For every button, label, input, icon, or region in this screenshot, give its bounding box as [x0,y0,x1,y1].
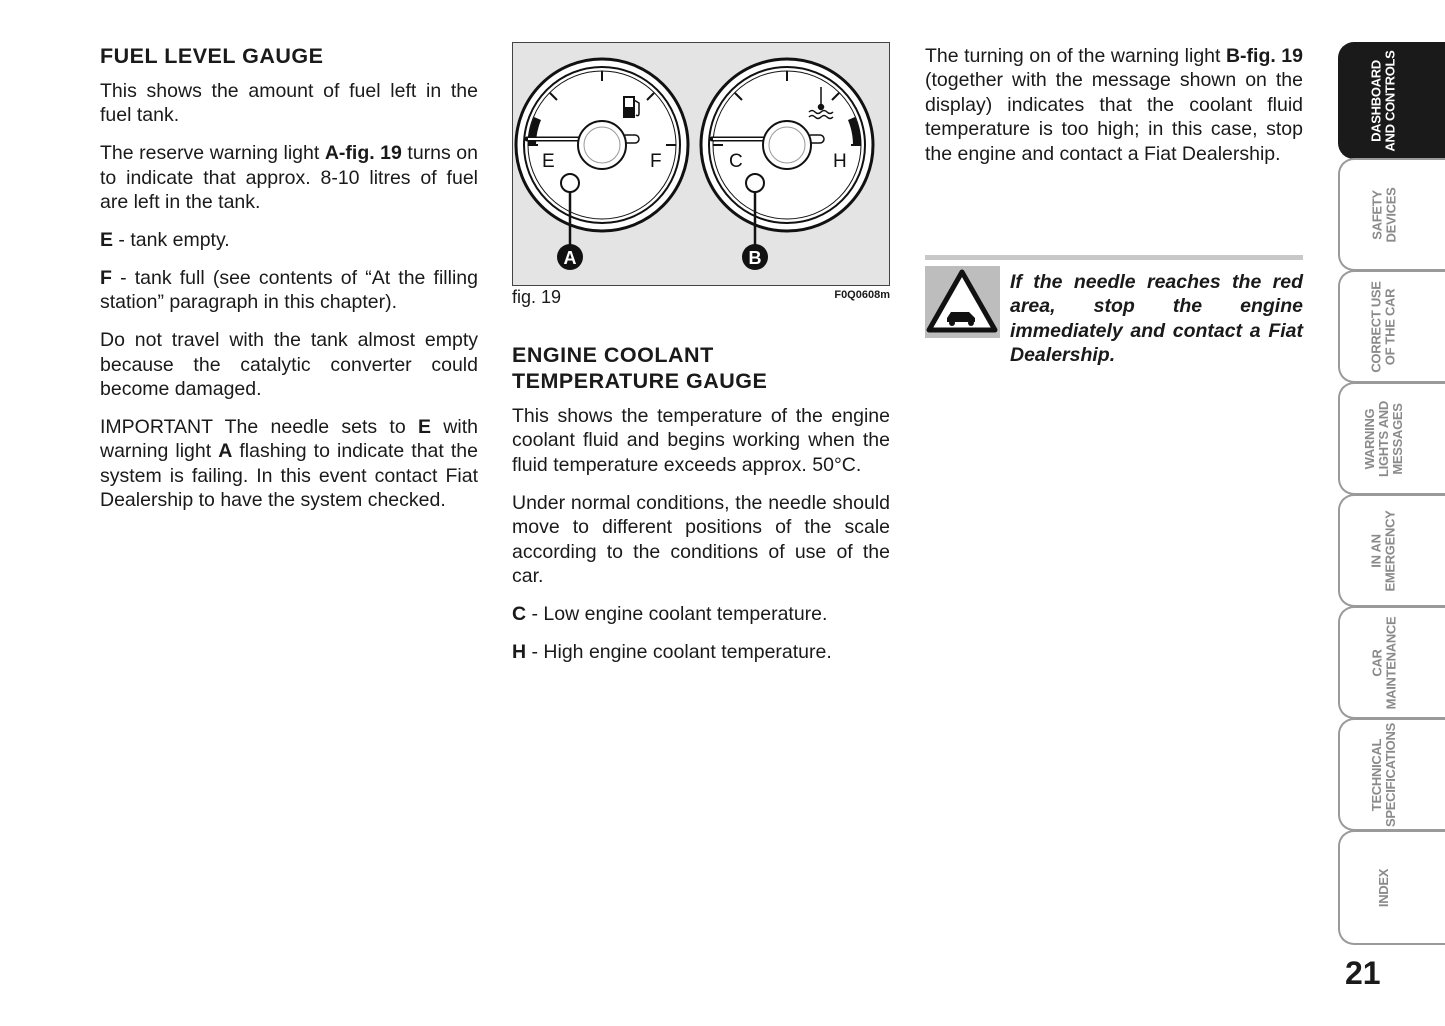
figure-reference: A-fig. 19 [324,142,402,165]
term: H [512,640,527,663]
callout-b: B [748,248,762,268]
temp-cold-label: C [729,151,743,172]
tab-label: INDEX [1375,868,1391,907]
temp-hot-label: H [833,151,847,172]
callout-a: A [563,248,577,268]
tab-in-an-emergency[interactable] [1338,494,1445,607]
tab-index[interactable] [1338,830,1445,945]
tab-label: CAR MAINTENANCE [1369,616,1399,709]
fuel-full-label: F [650,151,662,172]
tab-label: WARNING LIGHTS AND MESSAGES [1362,400,1405,477]
paragraph [512,491,890,589]
paragraph [100,266,478,315]
tab-correct-use[interactable] [1338,270,1445,383]
paragraph [100,79,478,128]
coolant-gauge-heading: ENGINE COOLANT TEMPERATURE GAUGE [512,343,768,393]
tab-car-maintenance[interactable] [1338,606,1445,719]
text: - High engine coolant temperature. [526,640,832,663]
tab-warning-lights[interactable] [1338,382,1445,495]
paragraph [100,228,478,252]
fuel-gauge-heading: FUEL LEVEL GAUGE [100,44,324,68]
paragraph [100,141,478,214]
tab-technical-specifications[interactable] [1338,718,1445,831]
text: flashing to indicate that the system is failing. In this event contact Fiat Dealership to have the system checked. [100,440,478,512]
fuel-gauge [516,59,688,270]
text: - tank full (see contents of “At the filling station” paragraph in this chapter). [100,266,478,314]
gauges-figure [512,42,890,286]
warning-text: If the needle reaches the red area, stop the engine immediately and contact a Fiat Dealership. [1010,271,1303,367]
paragraph [100,328,478,401]
gauges-illustration [513,43,889,285]
fuel-warning-light [561,174,579,192]
temperature-gauge [701,59,873,270]
figure-caption: fig. 19 [512,287,562,307]
term: F [100,266,112,289]
right-column [925,44,1303,180]
tab-label: IN AN EMERGENCY [1369,509,1398,592]
paragraph [512,602,890,626]
text: IMPORTANT The needle sets to [100,415,418,438]
middle-column [512,342,890,678]
tab-label: SAFETY DEVICES [1368,187,1398,242]
text: This shows the temperature of the engine coolant fluid and begins working when the fluid temperature exceeds approx. 50°C. [512,405,890,476]
text: with warning light [100,415,478,463]
tab-label: CORRECT USE OF THE CAR [1369,280,1399,373]
tab-label: TECHNICAL SPECIFICATIONS [1369,722,1398,827]
text: Do not travel with the tank almost empty because the catalytic converter could become damaged. [100,329,478,401]
paragraph [512,640,890,664]
term: E [100,229,114,252]
text: (together with the message shown on the display) indicates that the coolant fluid temperature is too high; in this case, stop the engine and contact a Fiat Dealership. [925,69,1303,165]
paragraph [100,415,478,513]
warning-triangle-icon [925,266,1000,338]
text: - tank empty. [113,229,230,252]
page-number: 21 [1345,955,1381,991]
paragraph [512,404,890,477]
tab-label: DASHBOARD AND CONTROLS [1369,49,1398,152]
paragraph [925,44,1303,166]
divider [925,255,1303,260]
term: C [512,602,527,625]
term: A [218,440,233,463]
figure-reference: B-fig. 19 [1225,45,1303,67]
text: Under normal conditions, the needle should move to different positions of the scale according to the conditions of use of the car. [512,491,890,587]
tab-dashboard-and-controls[interactable] [1338,42,1445,159]
tab-safety-devices[interactable] [1338,158,1445,271]
text: The turning on of the warning light [925,45,1226,67]
text: turns on to indicate that approx. 8-10 litres of fuel are left in the tank. [100,142,478,214]
left-column [100,43,478,526]
text: This shows the amount of fuel left in the fuel tank. [100,80,478,127]
fuel-empty-label: E [542,151,555,172]
term: E [418,415,432,438]
text: The reserve warning light [100,142,325,165]
text: - Low engine coolant temperature. [526,602,828,625]
figure-code: F0Q0608m [834,289,890,301]
temp-warning-light [746,174,764,192]
